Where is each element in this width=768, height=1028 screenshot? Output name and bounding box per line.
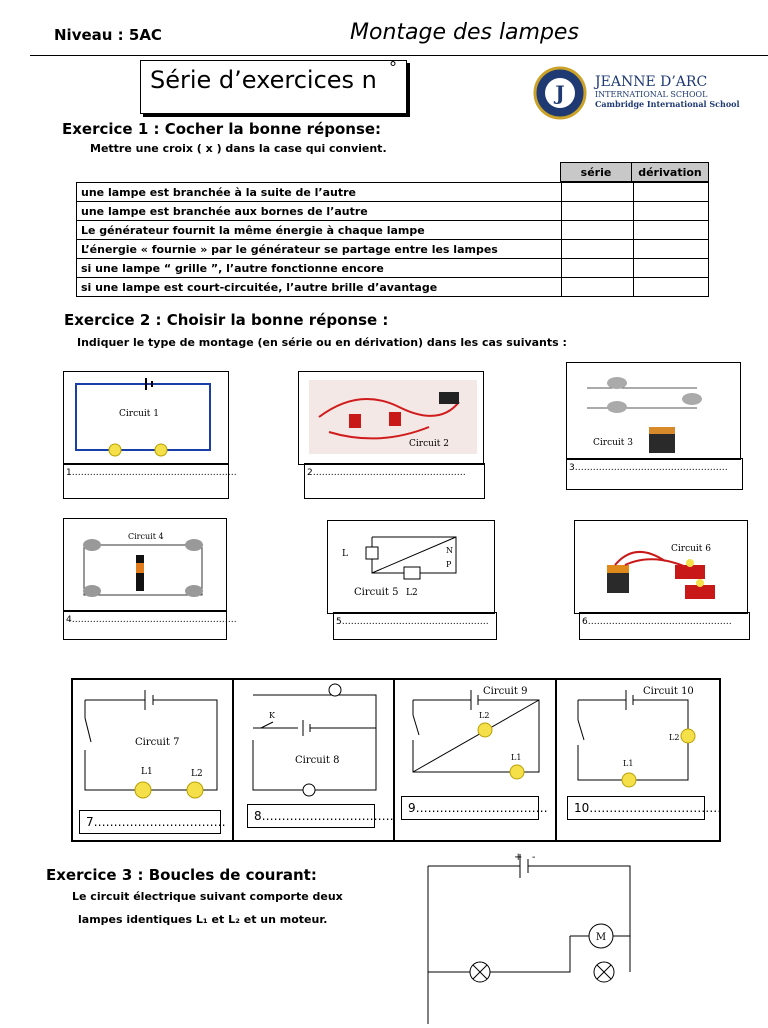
circuit7-label: Circuit 7 [135,737,180,748]
table-row [77,202,709,221]
table-row [77,259,709,278]
checkbox-serie[interactable] [562,259,634,278]
battery-minus: - [532,852,536,863]
checkbox-derivation[interactable] [634,183,709,202]
header-divider [30,55,768,56]
exercise3-line1: Le circuit électrique suivant comporte deux [72,890,343,903]
statement: si une lampe est court-circuitée, l’autre brille d’avantage [77,278,562,297]
battery-plus: + [514,852,523,863]
answer-field-8[interactable]: 8…………………………… [247,804,375,828]
checkbox-derivation[interactable] [634,240,709,259]
checkbox-derivation[interactable] [634,221,709,240]
circuit6-label: Circuit 6 [671,544,711,554]
exercise3-circuit [420,846,650,1024]
table-row [77,278,709,297]
checkbox-serie[interactable] [562,202,634,221]
svg-text:J: J [555,81,565,105]
exercise2-title: Exercice 2 : Choisir la bonne réponse : [64,311,389,329]
answer-field-7[interactable]: 7…………………………… [79,810,221,834]
circuit10-L1: L1 [623,759,634,768]
checkbox-derivation[interactable] [634,202,709,221]
motor-label: M [595,932,607,943]
checkbox-serie[interactable] [562,278,634,297]
circuit3-label: Circuit 3 [593,438,633,448]
circuit6-card [574,520,748,614]
exercise3-title: Exercice 3 : Boucles de courant: [46,866,317,884]
statement: une lampe est branchée à la suite de l’autre [77,183,562,202]
circuit2-label: Circuit 2 [409,439,449,449]
answer-field-10[interactable]: 10…………………………… [567,796,705,820]
exercise1-title: Exercice 1 : Cocher la bonne réponse: [62,120,382,138]
col-derivation: dérivation [632,163,709,182]
table-row [77,183,709,202]
circuit5-P: P [446,560,452,569]
circuit4-label: Circuit 4 [128,532,164,541]
col-serie: série [561,163,632,182]
checkbox-derivation[interactable] [634,278,709,297]
exercise3-line2: lampes identiques L₁ et L₂ et un moteur. [78,913,328,926]
circuit4-card [63,518,227,612]
page-title: Montage des lampes [350,20,579,45]
checkbox-serie[interactable] [562,221,634,240]
series-degree-sign: ° [389,58,397,77]
circuit7-L1: L1 [141,767,153,777]
answer-field-6[interactable]: 6………………………………………… [579,612,750,640]
statement: une lampe est branchée aux bornes de l’autre [77,202,562,221]
statement: si une lampe “ grille ”, l’autre fonctionne encore [77,259,562,278]
answer-field-3[interactable]: 3…………………………………………… [566,458,743,490]
circuit9-L1: L1 [511,753,522,762]
circuit5-N: N [446,546,453,555]
circuit1-label: Circuit 1 [119,409,159,419]
level-label: Niveau : 5AC [54,26,162,44]
circuit1-card [63,371,229,465]
circuit10-L2: L2 [669,733,680,742]
circuit3-card [566,362,741,460]
answer-field-1[interactable]: 1………………………………………………. [63,463,229,499]
exercise2-instruction: Indiquer le type de montage (en série ou en dérivation) dans les cas suivants : [77,336,567,349]
circuit5-card [327,520,495,614]
answer-field-2[interactable]: 2…………………………………………… [304,463,485,499]
table-row [77,221,709,240]
circuit8-label: Circuit 8 [295,755,340,766]
logo-line3: Cambridge International School [595,99,740,109]
answer-columns-header [560,162,709,182]
circuit5-label: Circuit 5 [354,587,399,598]
circuit7-L2: L2 [191,769,203,779]
circuit5-L2: L2 [406,588,418,598]
checkbox-derivation[interactable] [634,259,709,278]
exercise1-table [76,182,709,297]
statement: Le générateur fournit la même énergie à chaque lampe [77,221,562,240]
series-title: Série d’exercices n [150,66,377,94]
circuit5-L: L [342,549,348,559]
answer-field-9[interactable]: 9…………………………… [401,796,539,820]
checkbox-serie[interactable] [562,240,634,259]
circuit9-label: Circuit 9 [483,686,528,697]
answer-field-4[interactable]: 4………………………………………………. [63,610,227,640]
logo-line1: JEANNE D’ARC [595,74,708,90]
logo-line2: INTERNATIONAL SCHOOL [595,90,708,99]
checkbox-serie[interactable] [562,183,634,202]
circuit8-K: K [269,711,275,720]
school-logo [533,66,740,120]
exercise1-instruction: Mettre une croix ( x ) dans la case qui convient. [90,142,387,155]
statement: L’énergie « fournie » par le générateur se partage entre les lampes [77,240,562,259]
table-row [77,240,709,259]
answer-field-5[interactable]: 5…………………………………………. [333,612,497,640]
circuit10-label: Circuit 10 [643,686,694,697]
circuit2-card [298,371,484,465]
circuit9-L2: L2 [479,711,490,720]
circuits-7-10-frame [71,678,721,842]
